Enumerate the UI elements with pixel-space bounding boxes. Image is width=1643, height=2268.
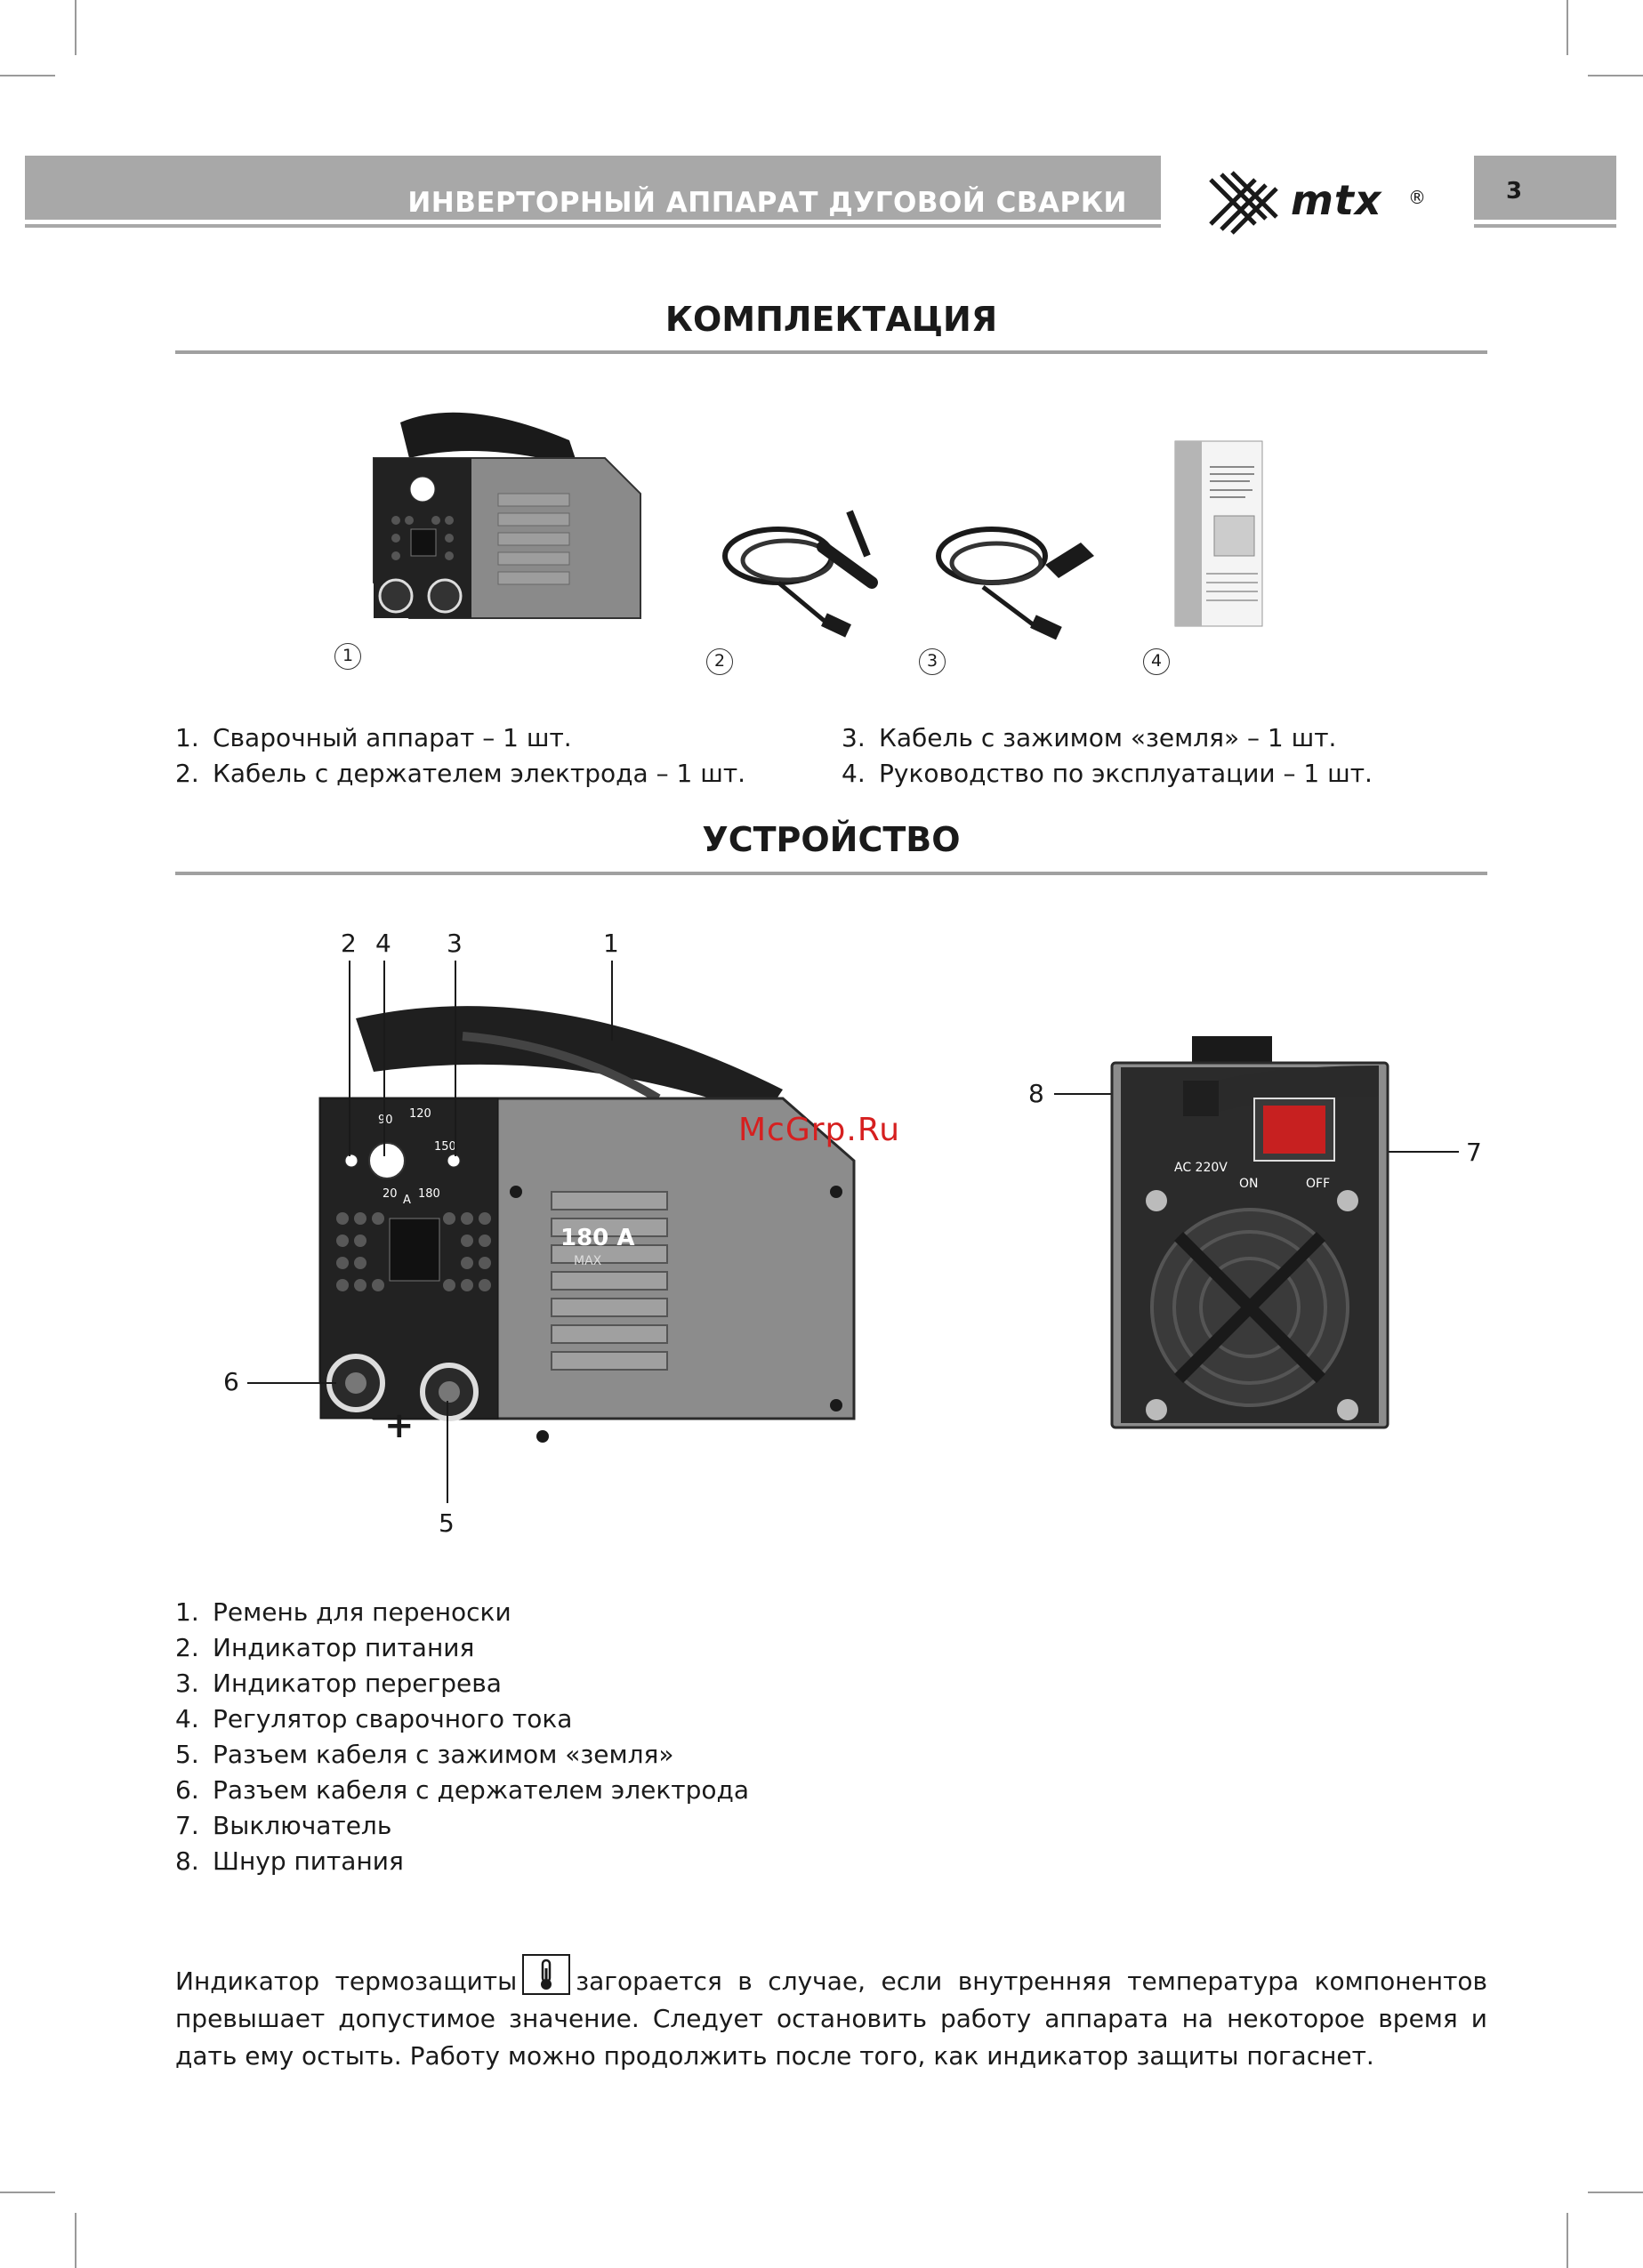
user-manual-image <box>1174 440 1263 627</box>
rear-off-label: OFF <box>1306 1177 1331 1191</box>
plus-terminal-mark: + <box>384 1405 415 1446</box>
crop-mark <box>75 0 77 55</box>
device-parts-list <box>175 1595 749 1879</box>
crop-mark <box>0 2192 55 2193</box>
crop-mark <box>1566 2213 1568 2268</box>
rear-ac-label: AC 220V <box>1174 1161 1228 1175</box>
panel-scale-mark: 120 <box>409 1107 431 1121</box>
list-item: 7. Выключатель <box>175 1811 392 1840</box>
list-item: 8. Шнур питания <box>175 1846 404 1876</box>
welding-machine-image <box>356 405 658 636</box>
panel-scale-mark: 180 <box>418 1187 440 1201</box>
kit-section-title: КОМПЛЕКТАЦИЯ <box>664 300 998 339</box>
kit-section-rule <box>175 350 1487 354</box>
callout-6: 6 <box>223 1367 239 1396</box>
callout-5: 5 <box>439 1508 455 1538</box>
device-section-title: УСТРОЙСТВО <box>702 820 961 859</box>
callout-3: 3 <box>447 929 463 958</box>
list-item: 3. Кабель с зажимом «земля» – 1 шт. <box>842 723 1337 752</box>
callout-8: 8 <box>1028 1079 1044 1108</box>
mtx-logo-icon <box>1205 169 1294 240</box>
crop-mark <box>0 75 55 76</box>
crop-mark <box>1588 75 1643 76</box>
brand-logo <box>1205 169 1432 240</box>
kit-figure-label: 3 <box>919 648 946 675</box>
thermometer-icon <box>522 1954 570 1995</box>
kit-figure-label: 2 <box>706 648 733 675</box>
crop-mark <box>1566 0 1568 55</box>
list-item: 2. Кабель с держателем электрода – 1 шт. <box>175 759 746 788</box>
welder-front-view <box>285 992 890 1454</box>
electrode-holder-cable-image <box>716 494 894 645</box>
list-item: 6. Разъем кабеля с держателем электрода <box>175 1775 750 1805</box>
registered-mark: ® <box>1408 187 1426 208</box>
kit-list-right <box>842 720 1373 792</box>
list-item: 3. Индикатор перегрева <box>175 1669 502 1698</box>
panel-scale-mark: 90 <box>378 1114 393 1127</box>
list-item: 2. Индикатор питания <box>175 1633 475 1662</box>
header-title: ИНВЕРТОРНЫЙ АППАРАТ ДУГОВОЙ СВАРКИ <box>407 187 1127 219</box>
list-item: 1. Ремень для переноски <box>175 1597 511 1627</box>
panel-max-label: MAX <box>574 1254 602 1268</box>
welder-rear-view <box>1094 1027 1405 1436</box>
header-divider <box>25 224 1161 228</box>
list-item: 4. Руководство по эксплуатации – 1 шт. <box>842 759 1373 788</box>
rear-on-label: ON <box>1239 1177 1259 1191</box>
ground-clamp-cable-image <box>930 503 1107 654</box>
panel-scale-mark: 150 <box>434 1140 456 1154</box>
thermal-protection-note <box>175 1954 1487 2075</box>
panel-current-label: 180 A <box>560 1225 635 1251</box>
callout-7: 7 <box>1466 1138 1482 1167</box>
device-section-rule <box>175 872 1487 875</box>
note-text-start: Индикатор термозащиты <box>175 1966 518 1996</box>
crop-mark <box>75 2213 77 2268</box>
page-number-divider <box>1474 224 1616 228</box>
callout-4: 4 <box>375 929 391 958</box>
page-number: 3 <box>1505 178 1523 205</box>
panel-unit-label: A <box>403 1194 411 1207</box>
kit-figure-label: 1 <box>334 643 361 670</box>
note-text-rest: загорается в случае, если внутренняя температура компонентов превышает допустимое значение. Следует остановить работу аппарата на некоторое время и дать ему остыть. Работу можно продолжить после того, как индикатор защиты погаснет. <box>175 1966 1488 2071</box>
list-item: 4. Регулятор сварочного тока <box>175 1704 573 1733</box>
list-item: 5. Разъем кабеля с зажимом «земля» <box>175 1740 674 1769</box>
callout-2: 2 <box>341 929 357 958</box>
callout-1: 1 <box>603 929 619 958</box>
brand-name: mtx <box>1291 176 1382 224</box>
kit-figure-label: 4 <box>1143 648 1170 675</box>
list-item: 1. Сварочный аппарат – 1 шт. <box>175 723 572 752</box>
kit-list-left <box>175 720 745 792</box>
header-bar <box>25 156 1161 220</box>
watermark: McGrp.Ru <box>738 1112 901 1148</box>
crop-mark <box>1588 2192 1643 2193</box>
panel-scale-mark: 20 <box>383 1187 398 1201</box>
